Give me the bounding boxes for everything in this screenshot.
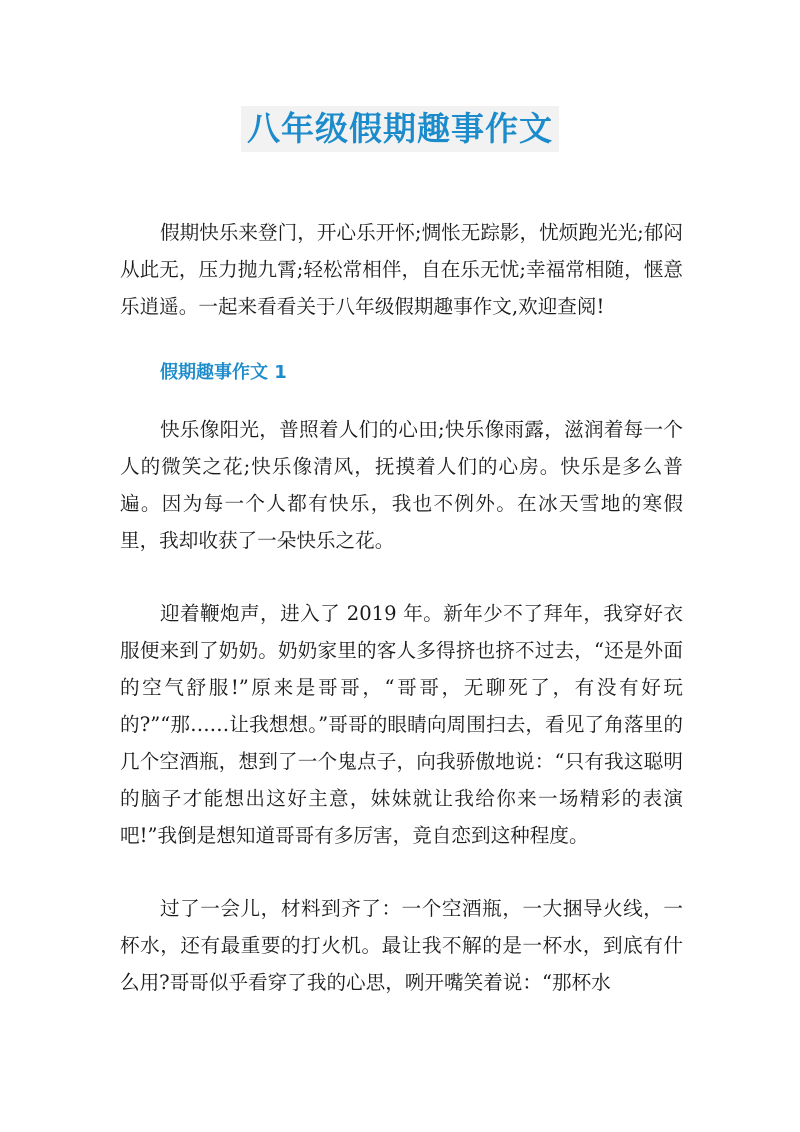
section-heading: 假期趣事作文 1: [160, 362, 287, 383]
paragraph-block: [120, 890, 683, 1001]
document-title: 八年级假期趣事作文: [241, 106, 559, 152]
title-container: [0, 106, 800, 152]
body-paragraph: 迎着鞭炮声，进入了 2019 年。新年少不了拜年，我穿好衣服便来到了奶奶。奶奶家里的客人多得挤也挤不过去，“还是外面的空气舒服!”原来是哥哥，“哥哥，无聊死了，有没有好玩的?”“那……让我想想。”哥哥的眼睛向周围扫去，看见了角落里的几个空酒瓶，想到了一个鬼点子，向我骄傲地说：“只有我这聪明的脑子才能想出这好主意，妹妹就让我给你来一场精彩的表演吧!”我倒是想知道哥哥有多厉害，竟自恋到这种程度。: [120, 602, 683, 847]
intro-section: [120, 214, 683, 325]
body-paragraph: 过了一会儿，材料到齐了：一个空酒瓶，一大捆导火线，一杯水，还有最重要的打火机。最让我不解的是一杯水，到底有什么用?哥哥似乎看穿了我的心思，咧开嘴笑着说：“那杯水: [120, 897, 683, 994]
body-paragraph: 快乐像阳光，普照着人们的心田;快乐像雨露，滋润着每一个人的微笑之花;快乐像清风，抚摸着人们的心房。快乐是多么普遍。因为每一个人都有快乐，我也不例外。在冰天雪地的寒假里，我却收获了一朵快乐之花。: [120, 418, 683, 552]
paragraph-block: [120, 411, 683, 559]
paragraph-block: [120, 595, 683, 854]
intro-paragraph: 假期快乐来登门，开心乐开怀;惆怅无踪影，忧烦跑光光;郁闷从此无，压力抛九霄;轻松常相伴，自在乐无忧;幸福常相随，惬意乐逍遥。一起来看看关于八年级假期趣事作文,欢迎查阅!: [120, 221, 683, 318]
